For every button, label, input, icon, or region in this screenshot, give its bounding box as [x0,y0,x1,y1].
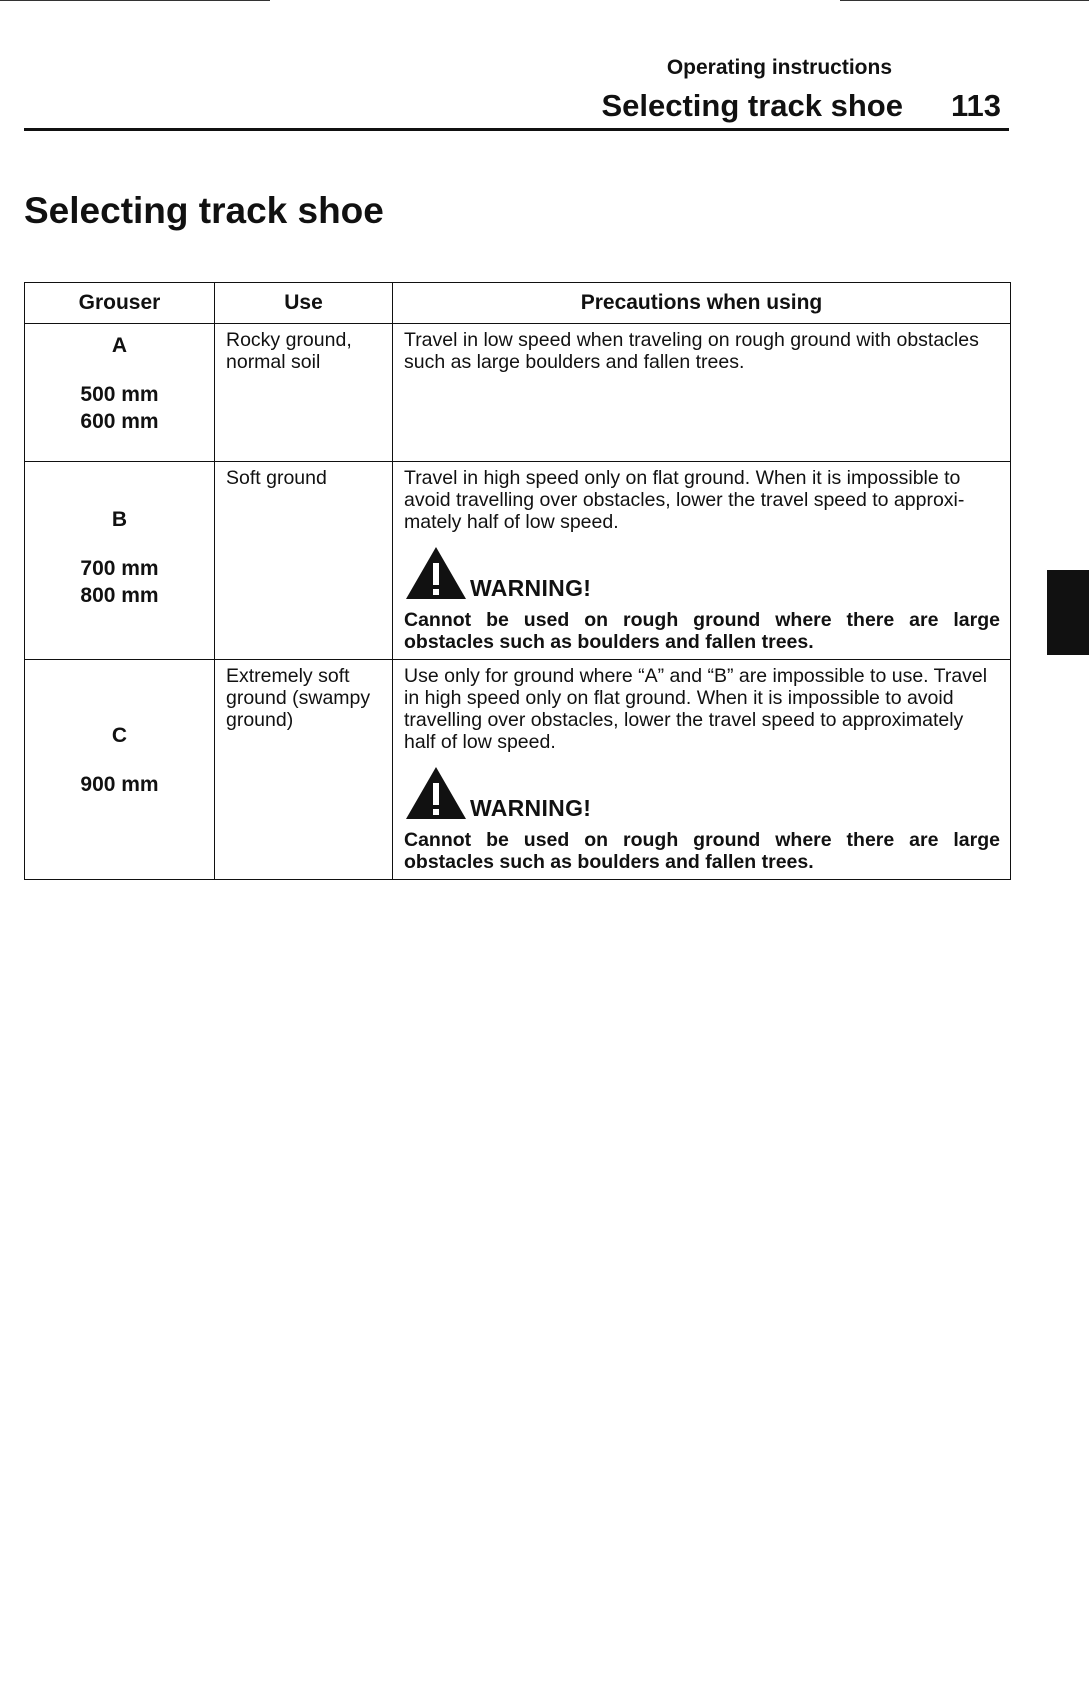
warning-text: Cannot be used on rough ground where there are large obstacles such as boulders and fallen trees. [404,829,1000,873]
table-row [25,324,1011,462]
precaution-text: Travel in high speed only on flat ground. When it is impossible to avoid travelling over obstacles, lower the travel speed to approxi-mately half of low speed. [404,467,965,533]
track-shoe-table [24,282,1011,880]
precaution-text: Use only for ground where “A” and “B” are impossible to use. Travel in high speed only on flat ground. When it is impossible to avoid travelling over obstacles, lower the travel speed to approximately half of low speed. [404,665,988,753]
grouser-letter: C [111,724,128,747]
precaution-cell [393,324,1011,462]
header-section: Operating instructions [666,56,892,79]
page-number: 113 [950,88,1001,123]
table-row [25,660,1011,880]
grouser-size: 800 mm [80,584,159,607]
thumb-index-tab [1047,570,1089,655]
page-title: Selecting track shoe [24,190,384,231]
grouser-cell [25,660,215,880]
warning-triangle-icon [404,765,468,821]
table-header-row [25,283,1011,324]
column-header-grouser: Grouser [25,283,215,324]
top-edge-rule-left [0,0,270,1]
table-row [25,462,1011,660]
header-rule [24,128,1009,131]
grouser-letter: B [111,508,128,531]
header-title-line [601,88,1009,124]
column-header-use: Use [215,283,393,324]
grouser-size: 500 mm [80,383,159,406]
use-cell: Rocky ground, normal soil [215,324,393,462]
use-cell: Soft ground [215,462,393,660]
precaution-cell [393,660,1011,880]
warning-heading [404,765,1000,821]
grouser-cell [25,462,215,660]
warning-label: WARNING! [470,795,592,821]
grouser-size: 600 mm [80,410,159,433]
warning-label: WARNING! [470,575,592,601]
grouser-size: 900 mm [80,773,159,796]
warning-text: Cannot be used on rough ground where there are large obstacles such as boulders and fallen trees. [404,609,1000,653]
grouser-cell [25,324,215,462]
use-cell: Extremely soft ground (swampy ground) [215,660,393,880]
precaution-cell [393,462,1011,660]
column-header-precautions: Precautions when using [393,283,1011,324]
page-header [24,52,1009,132]
warning-heading [404,545,1000,601]
top-edge-rule-right [840,0,1089,1]
header-subsection: Selecting track shoe [601,88,903,123]
precaution-text: Travel in low speed when traveling on rough ground with obstacles such as large boulders and fallen trees. [404,329,979,373]
grouser-letter: A [111,334,128,357]
warning-triangle-icon [404,545,468,601]
grouser-size: 700 mm [80,557,159,580]
